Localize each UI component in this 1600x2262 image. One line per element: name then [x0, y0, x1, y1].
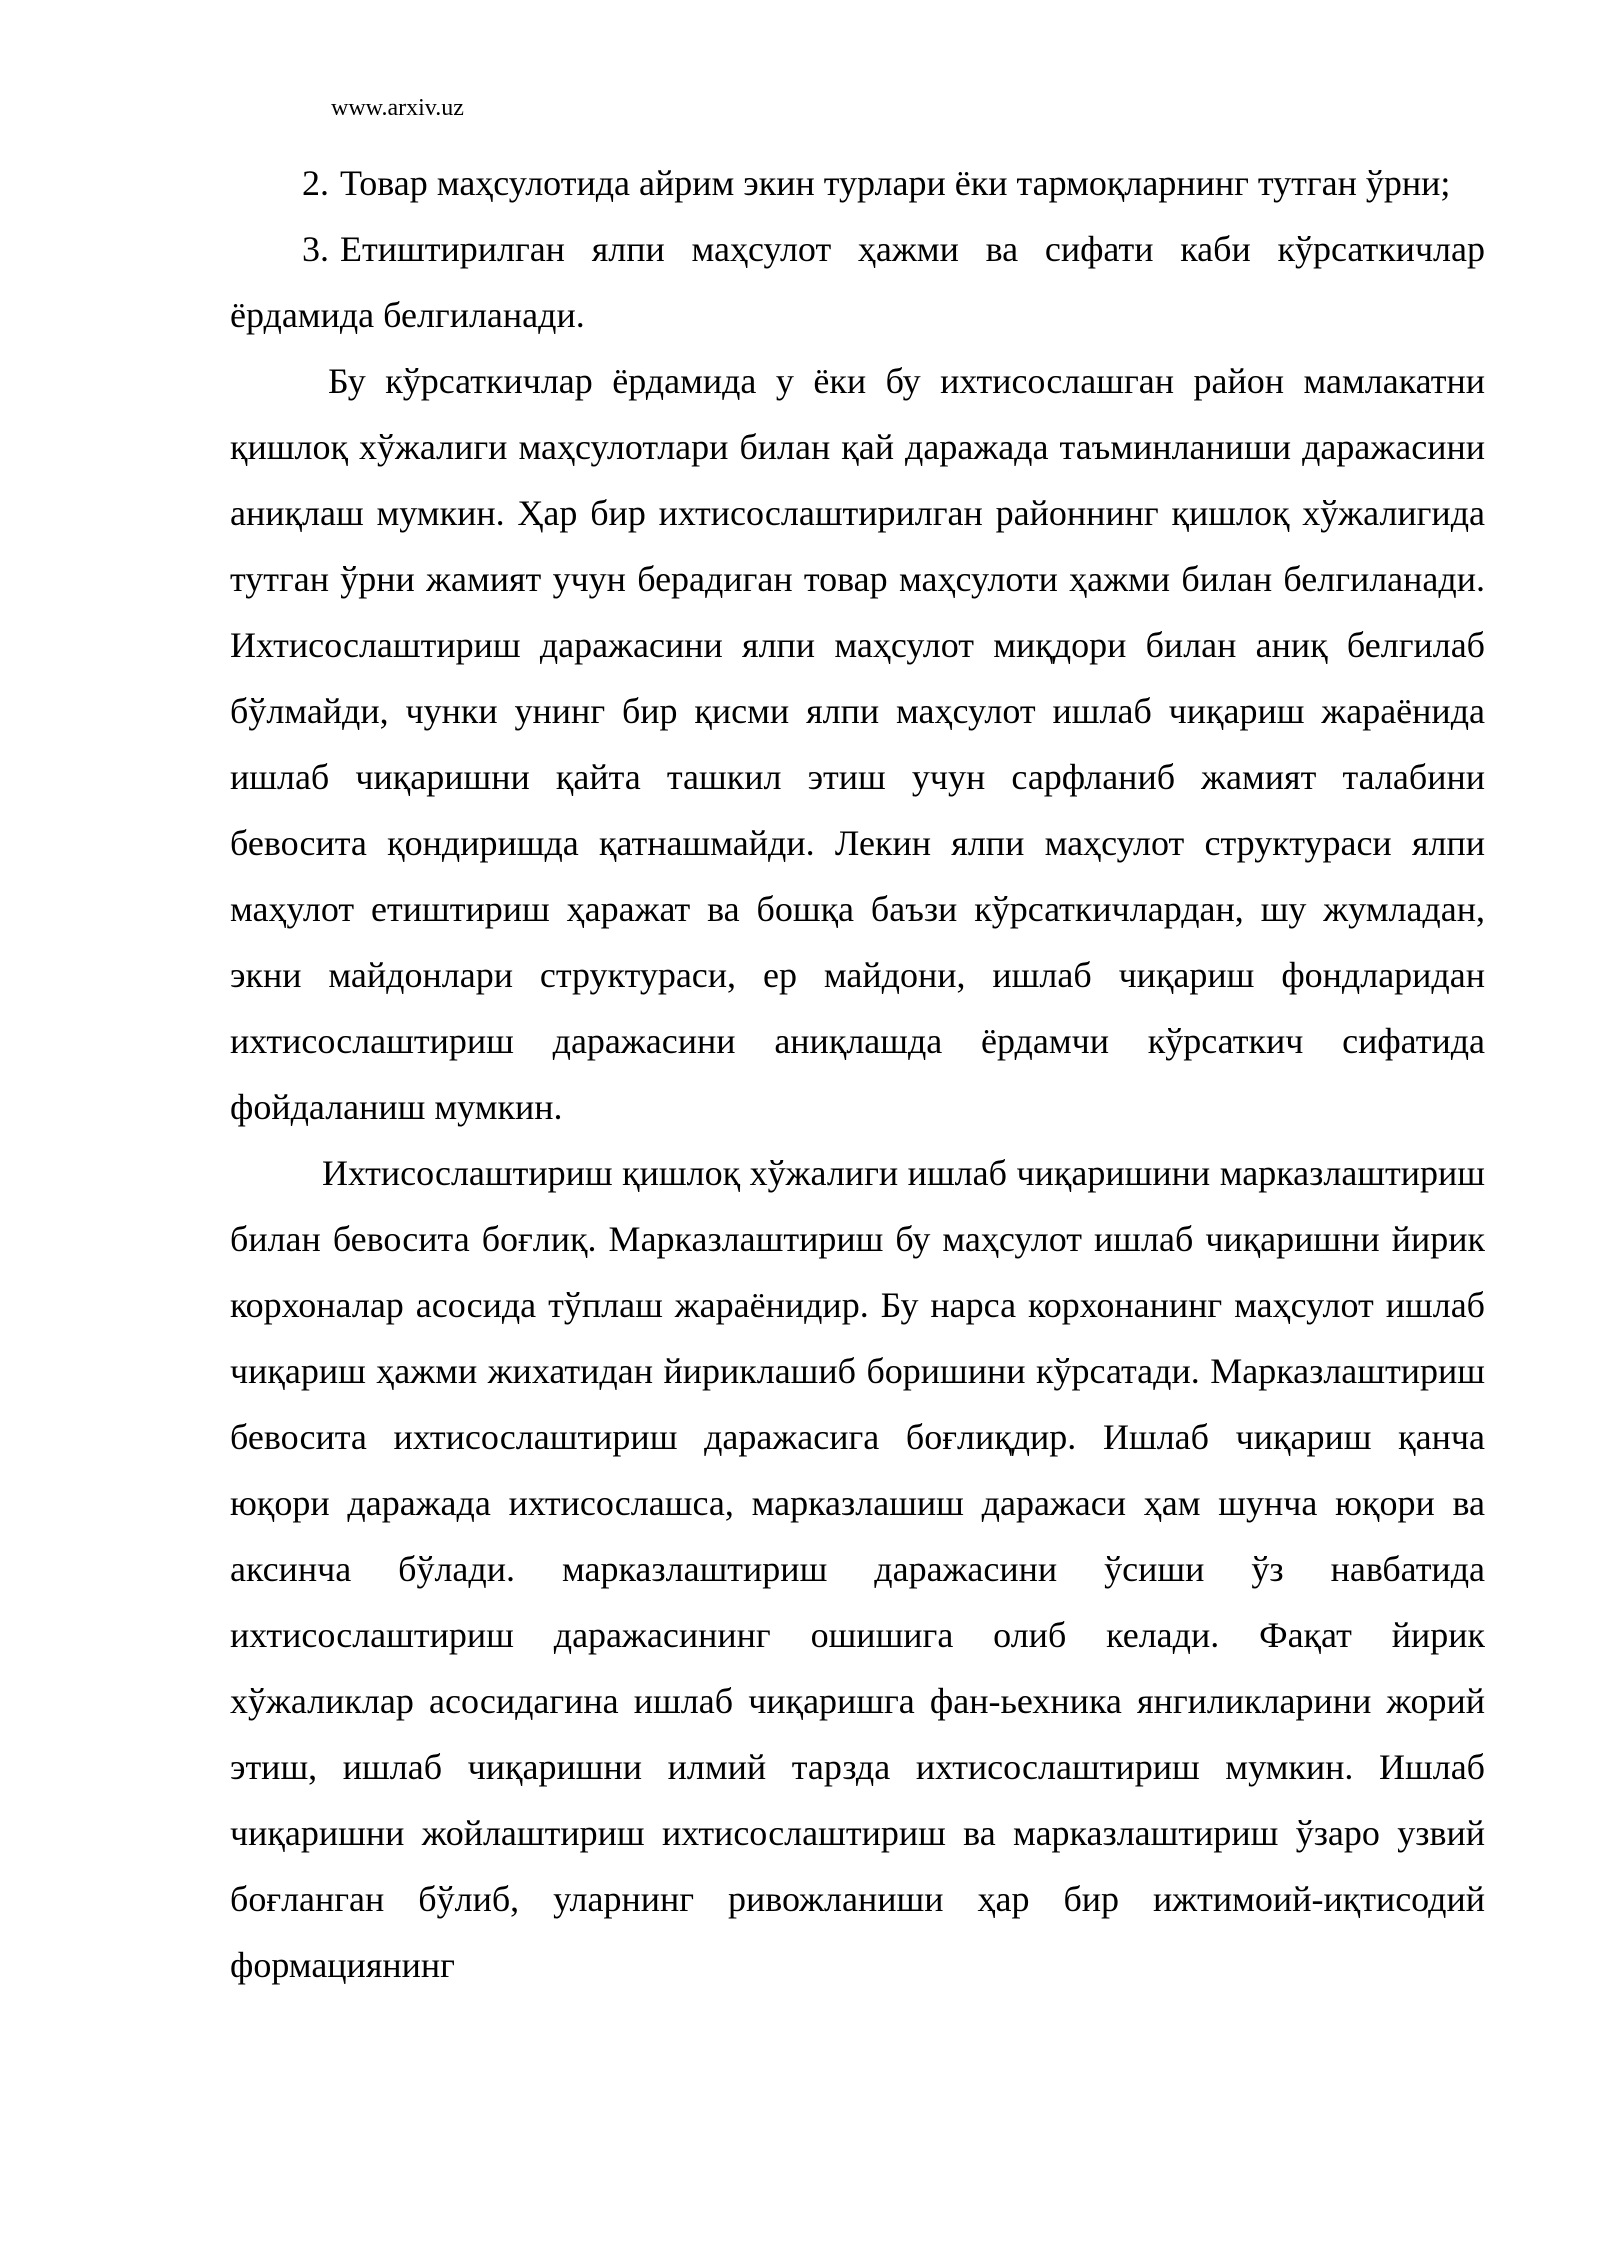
list-item [230, 150, 1485, 216]
list-item-text: Товар маҳсулотида айрим экин турлари ёки тармоқларнинг тутган ўрни; [340, 163, 1451, 203]
document-body [230, 150, 1485, 1998]
list-item-number: 2. [302, 163, 329, 203]
list-item-text: Етиштирилган ялпи маҳсулот ҳажми ва сифати каби кўрсаткичлар ёрдамида белгиланади. [230, 229, 1485, 335]
list-item-number: 3. [302, 229, 329, 269]
body-paragraph: Ихтисослаштириш қишлоқ хўжалиги ишлаб чиқаришини марказлаштириш билан бевосита боғлиқ. Марказлаштириш бу маҳсулот ишлаб чиқаришни йирик корхоналар асосида тўплаш жараёнидир. Бу нарса корхонанинг маҳсулот ишлаб чиқариш ҳажми жихатидан йириклашиб боришини кўрсатади. Марказлаштириш бевосита ихтисослаштириш даражасига боғлиқдир. Ишлаб чиқариш қанча юқори даражада ихтисослашса, марказлашиш даражаси ҳам шунча юқори ва аксинча бўлади. марказлаштириш даражасини ўсиши ўз навбатида ихтисослаштириш даражасининг ошишига олиб келади. Фақат йирик хўжаликлар асосидагина ишлаб чиқаришга фан-ьехника янгиликларини жорий этиш, ишлаб чиқаришни илмий тарзда ихтисослаштириш мумкин. Ишлаб чиқаришни жойлаштириш ихтисослаштириш ва марказлаштириш ўзаро узвий боғланган бўлиб, уларнинг ривожланиши ҳар бир ижтимоий-иқтисодий формациянинг [230, 1153, 1485, 1985]
list-item [230, 216, 1485, 348]
source-url: www.arxiv.uz [331, 95, 464, 121]
body-paragraph: Бу кўрсаткичлар ёрдамида у ёки бу ихтисослашган район мамлакатни қишлоқ хўжалиги маҳсулотлари билан қай даражада таъминланиши даражасини аниқлаш мумкин. Ҳар бир ихтисослаштирилган районнинг қишлоқ хўжалигида тутган ўрни жамият учун берадиган товар маҳсулоти ҳажми билан белгиланади. Ихтисослаштириш даражасини ялпи маҳсулот миқдори билан аниқ белгилаб бўлмайди, чунки унинг бир қисми ялпи маҳсулот ишлаб чиқариш жараёнида ишлаб чиқаришни қайта ташкил этиш учун сарфланиб жамият талабини бевосита қондиришда қатнашмайди. Лекин ялпи маҳсулот структураси ялпи маҳулот етиштириш ҳаражат ва бошқа баъзи кўрсаткичлардан, шу жумладан, экни майдонлари структураси, ер майдони, ишлаб чиқариш фондларидан ихтисослаштириш даражасини аниқлашда ёрдамчи кўрсаткич сифатида фойдаланиш мумкин. [230, 361, 1485, 1127]
